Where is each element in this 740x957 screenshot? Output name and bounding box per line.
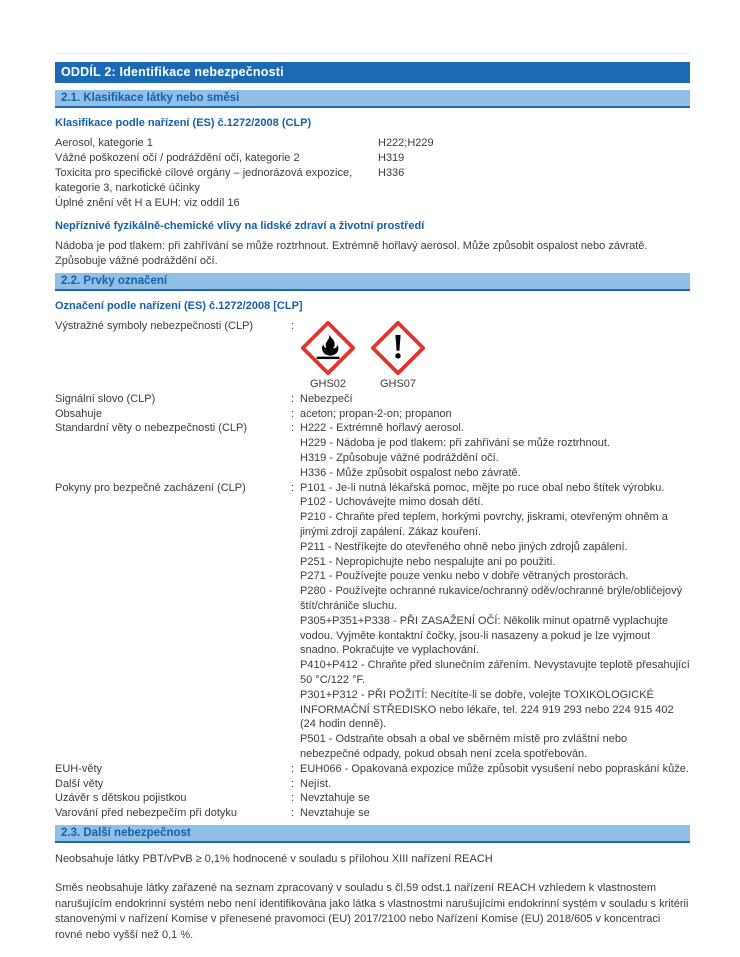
subsection-2-2-bar: 2.2. Prvky označení bbox=[55, 273, 690, 291]
field-label: Pokyny pro bezpečné zacházení (CLP) bbox=[55, 481, 246, 494]
ghs-pictogram-item bbox=[300, 321, 356, 392]
precautionary-statement: P210 - Chraňte před teplem, horkými povrchy, jiskrami, otevřeným ohněm a jinými zdroji zapálení. Zákaz kouření. bbox=[300, 511, 668, 538]
precautionary-statement: P271 - Používejte pouze venku nebo v dobře větraných prostorách. bbox=[300, 570, 629, 583]
hazard-statement: H319 - Způsobuje vážné podráždění očí. bbox=[300, 451, 499, 464]
label-value-row bbox=[55, 481, 690, 762]
ghs-pictogram-code: GHS02 bbox=[309, 378, 347, 390]
precautionary-statement: P301+P312 - PŘI POŽITÍ: Necítíte-li se dobře, volejte TOXIKOLOGICKÉ INFORMAČNÍ STŘEDISKO nebo lékaře, tel. 224 919 293 nebo 224 915 402 (24 hodin denně). bbox=[300, 688, 674, 731]
subsection-2-3-bar: 2.3. Další nebezpečnost bbox=[55, 825, 690, 843]
label-value-row bbox=[55, 392, 690, 407]
classification-row bbox=[55, 166, 690, 196]
field-value: EUH066 - Opakovaná expozice může způsobit vysušení nebo popraskání kůže. bbox=[300, 762, 689, 775]
hazard-codes: H319 bbox=[378, 152, 405, 164]
hazard-statement: H336 - Může způsobit ospalost nebo závratě. bbox=[300, 466, 521, 479]
pbt-assessment-text: Neobsahuje látky PBT/vPvB ≥ 0,1% hodnocené v souladu s přílohou XIII nařízení REACH bbox=[55, 852, 493, 865]
ghs-pictogram-item bbox=[370, 321, 426, 392]
precautionary-statement: P410+P412 - Chraňte před slunečním zářením. Nevystavujte teplotě přesahující 50 °C/122 °F. bbox=[300, 659, 690, 686]
ghs-pictograms bbox=[300, 319, 690, 392]
label-value-row bbox=[55, 421, 690, 480]
classification-row bbox=[55, 151, 690, 166]
pictogram-row-label: Výstražné symboly nebezpečnosti (CLP) bbox=[55, 320, 254, 332]
precautionary-statement: P102 - Uchovávejte mimo dosah dětí. bbox=[300, 496, 484, 509]
separator-colon: : bbox=[291, 792, 295, 805]
separator-colon: : bbox=[291, 422, 295, 435]
hazard-statement: H222 - Extrémně hořlavý aerosol. bbox=[300, 422, 464, 435]
field-value: Nebezpečí bbox=[300, 392, 353, 405]
field-value: Nejíst. bbox=[300, 777, 332, 790]
top-divider bbox=[55, 53, 690, 54]
separator-colon: : bbox=[291, 807, 295, 820]
hazard-codes: H336 bbox=[378, 167, 405, 179]
label-value-row bbox=[55, 777, 690, 792]
hazard-codes: H222;H229 bbox=[378, 137, 434, 149]
separator-colon: : bbox=[291, 320, 295, 332]
field-value: Nevztahuje se bbox=[300, 807, 370, 820]
adverse-effects-heading: Nepříznivé fyzikálně-chemické vlivy na lidské zdraví a životní prostředí bbox=[55, 220, 425, 232]
label-value-row bbox=[55, 791, 690, 806]
precautionary-statement: P305+P351+P338 - PŘI ZASAŽENÍ OČÍ: Několik minut opatrně vyplachujte vodou. Vyjměte kontaktní čočky, jsou-li nasazeny a pokud je lze vyjmout snadno. Pokračujte ve vyplachování. bbox=[300, 614, 669, 657]
separator-colon: : bbox=[291, 407, 295, 420]
classification-row bbox=[55, 136, 690, 151]
field-label: Uzávěr s dětskou pojistkou bbox=[55, 792, 187, 805]
field-label: Standardní věty o nebezpečnosti (CLP) bbox=[55, 422, 248, 435]
hazard-category: Aerosol, kategorie 1 bbox=[55, 137, 153, 149]
precautionary-statement: P211 - Nestříkejte do otevřeného ohně nebo jiných zdrojů zapálení. bbox=[300, 540, 628, 553]
ghs02-flame-pictogram-icon bbox=[300, 321, 356, 375]
full-wording-note: Úplné znění vět H a EUH: viz oddíl 16 bbox=[55, 197, 240, 209]
pictogram-row bbox=[55, 319, 690, 392]
field-label: Další věty bbox=[55, 777, 104, 790]
adverse-effects-text: Nádoba je pod tlakem: při zahřívání se může roztrhnout. Extrémně hořlavý aerosol. Může způsobit ospalost nebo závratě. Způsobuje vážné podráždění očí. bbox=[55, 240, 648, 267]
field-label: EUH-věty bbox=[55, 762, 103, 775]
label-value-row bbox=[55, 762, 690, 777]
field-label: Varování před nebezpečím při dotyku bbox=[55, 807, 238, 820]
precautionary-statement: P280 - Používejte ochranné rukavice/ochranný oděv/ochranné brýle/obličejový štít/chrániče sluchu. bbox=[300, 585, 683, 612]
precautionary-statement: P101 - Je-li nutná lékařská pomoc, mějte po ruce obal nebo štítek výrobku. bbox=[300, 481, 665, 494]
precautionary-statement: P501 - Odstraňte obsah a obal ve sběrném místě pro zvláštní nebo nebezpečné odpady, pokud obsah není zcela spotřebován. bbox=[300, 733, 628, 760]
separator-colon: : bbox=[291, 777, 295, 790]
hazard-category: Vážné poškození očí / podráždění očí, kategorie 2 bbox=[55, 152, 300, 164]
ghs-pictogram-code: GHS07 bbox=[379, 378, 417, 390]
separator-colon: : bbox=[291, 392, 295, 405]
hazard-statement: H229 - Nádoba je pod tlakem: při zahřívání se může roztrhnout. bbox=[300, 437, 610, 450]
field-label: Signální slovo (CLP) bbox=[55, 392, 156, 405]
label-value-row bbox=[55, 407, 690, 422]
hazard-category: Toxicita pro specifické cílové orgány – jednorázová expozice, kategorie 3, narkotické účinky bbox=[55, 167, 353, 194]
endocrine-disruptor-text: Směs neobsahuje látky zařazené na seznam zpracovaný v souladu s čl.59 odst.1 nařízení REACH vzhledem k vlastnostem narušujícím endokrinní systém nebo není identifikována jako látka s vlastnostmi narušujícími endokrinní systém v souladu s kritérii stanovenými v nařízení Komise v přenesené pravomoci (EU) 2017/2100 nebo Nařízení Komise (EU) 2018/605 v koncentraci rovné nebo vyšší než 0,1 %. bbox=[55, 882, 689, 941]
labelling-heading: Označení podle nařízení (ES) č.1272/2008 [CLP] bbox=[55, 300, 303, 312]
precautionary-statement: P251 - Nepropichujte nebo nespalujte ani po použití. bbox=[300, 555, 556, 568]
section-2-header: ODDÍL 2: Identifikace nebezpečnosti bbox=[55, 62, 690, 83]
field-value: Nevztahuje se bbox=[300, 792, 370, 805]
label-value-row bbox=[55, 806, 690, 821]
ghs07-exclamation-pictogram-icon bbox=[370, 321, 426, 375]
subsection-2-1-bar: 2.1. Klasifikace látky nebo směsi bbox=[55, 90, 690, 108]
field-label: Obsahuje bbox=[55, 407, 103, 420]
field-value: aceton; propan-2-on; propanon bbox=[300, 407, 452, 420]
clp-classification-heading: Klasifikace podle nařízení (ES) č.1272/2008 (CLP) bbox=[55, 117, 312, 129]
separator-colon: : bbox=[291, 762, 295, 775]
separator-colon: : bbox=[291, 481, 295, 494]
